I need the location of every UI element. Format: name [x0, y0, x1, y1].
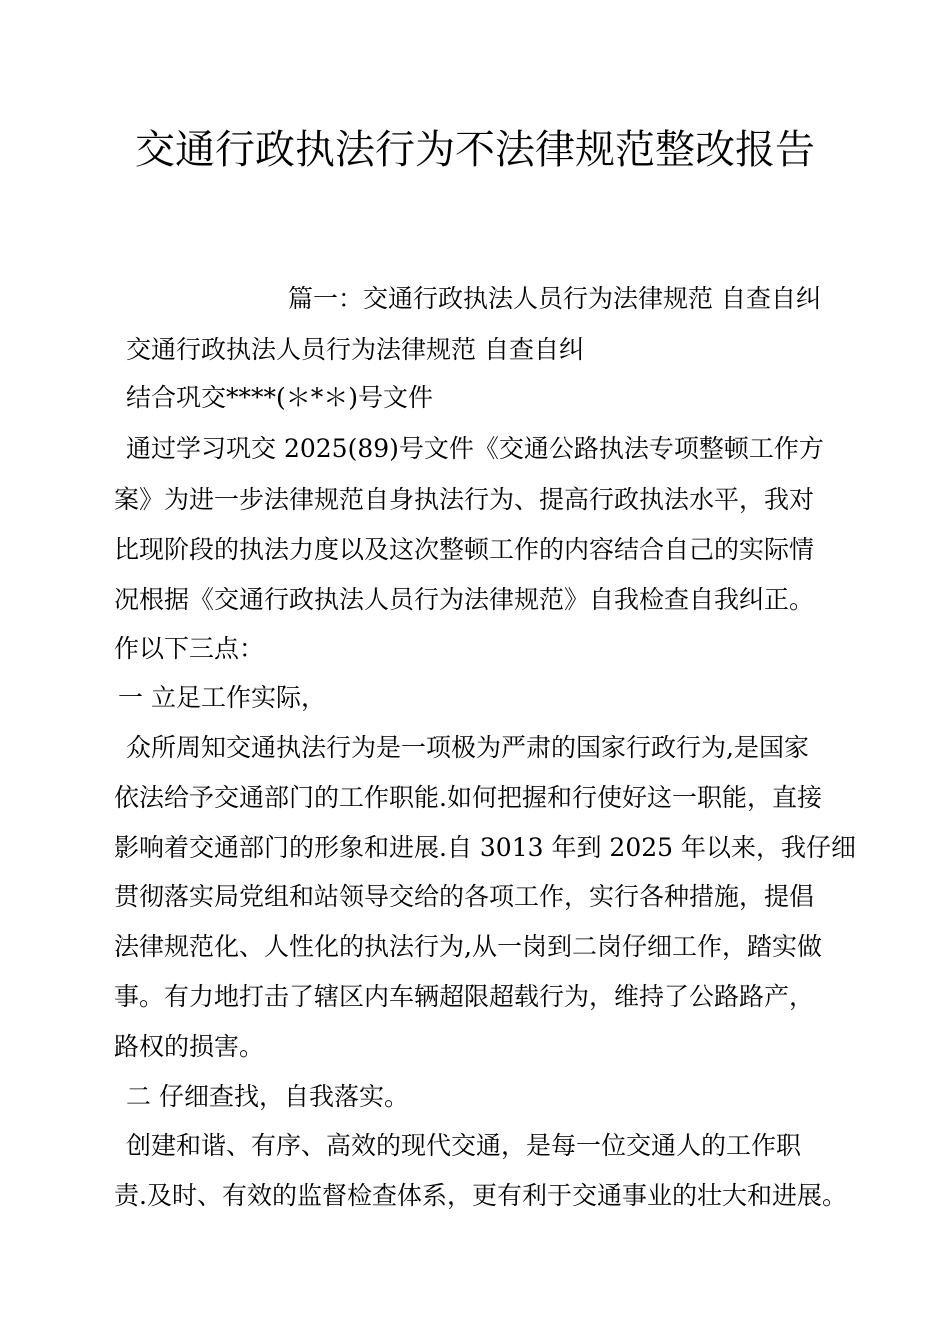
section-heading: 篇一：交通行政执法人员行为法律规范 自查自纠 — [288, 284, 821, 313]
paragraph-line: 比现阶段的执法力度以及这次整顿工作的内容结合自己的实际情 — [114, 535, 815, 564]
reference-line: 结合巩交****(＊*＊)号文件 — [126, 383, 434, 412]
paragraph-line: 影响着交通部门的形象和进展.自 3013 年到 2025 年以来，我仔细 — [114, 833, 856, 862]
section-heading: 二 仔细查找，自我落实。 — [126, 1082, 409, 1111]
paragraph-line: 况根据《交通行政执法人员行为法律规范》自我检查自我纠正。 — [114, 585, 815, 614]
paragraph-line: 案》为进一步法律规范自身执法行为、提高行政执法水平，我对 — [114, 485, 815, 514]
paragraph-line: 创建和谐、有序、高效的现代交通，是每一位交通人的工作职 — [126, 1131, 802, 1160]
paragraph-line: 责.及时、有效的监督检查体系，更有利于交通事业的壮大和进展。 — [114, 1181, 847, 1210]
paragraph-line: 作以下三点： — [114, 634, 265, 663]
paragraph-line: 事。有力地打击了辖区内车辆超限超载行为，维持了公路路产， — [114, 982, 815, 1011]
section-heading: 一 立足工作实际， — [118, 683, 326, 712]
document-title: 交通行政执法行为不法律规范整改报告 — [135, 127, 815, 173]
paragraph-line: 法律规范化、人性化的执法行为,从一岗到二岗仔细工作，踏实做 — [114, 932, 822, 961]
paragraph-line: 众所周知交通执法行为是一项极为严肃的国家行政行为,是国家 — [126, 733, 809, 762]
paragraph-line: 通过学习巩交 2025(89)号文件《交通公路执法专项整顿工作方 — [126, 434, 824, 463]
paragraph-line: 依法给予交通部门的工作职能.如何把握和行使好这一职能，直接 — [114, 783, 822, 812]
paragraph-line: 贯彻落实局党组和站领导交给的各项工作，实行各种措施，提倡 — [114, 882, 815, 911]
paragraph-line: 路权的损害。 — [114, 1032, 265, 1061]
subtitle-line: 交通行政执法人员行为法律规范 自查自纠 — [126, 335, 584, 364]
